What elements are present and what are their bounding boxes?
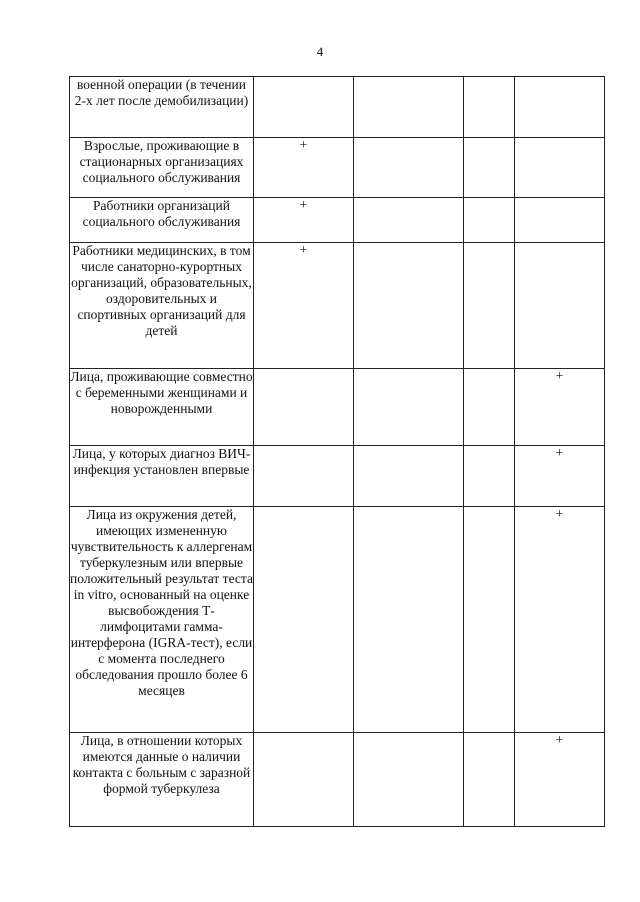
category-cell: Лица, в отношении которых имеются данные о наличии контакта с больным с заразной формой туберкулеза [70,733,254,827]
mark-cell [354,733,464,827]
mark-cell [354,446,464,507]
category-cell: Взрослые, проживающие в стационарных организациях социального обслуживания [70,138,254,198]
mark-cell [515,77,605,138]
mark-cell [354,198,464,243]
mark-cell: + [515,369,605,446]
mark-cell [254,369,354,446]
table-row [70,507,605,733]
mark-cell: + [254,243,354,369]
category-cell: Лица, проживающие совместно с беременными женщинами и новорожденными [70,369,254,446]
category-cell: Работники организаций социального обслуживания [70,198,254,243]
mark-cell [464,138,515,198]
table-row [70,369,605,446]
mark-cell [464,507,515,733]
table-row [70,138,605,198]
table-row [70,446,605,507]
mark-cell [464,733,515,827]
table-row [70,733,605,827]
mark-cell [354,138,464,198]
screening-table [69,76,605,827]
mark-cell [354,369,464,446]
mark-cell [254,77,354,138]
mark-cell [464,369,515,446]
mark-cell [254,507,354,733]
mark-cell: + [254,138,354,198]
mark-cell: + [515,507,605,733]
mark-cell [354,243,464,369]
category-cell: Лица, у которых диагноз ВИЧ-инфекция установлен впервые [70,446,254,507]
category-cell: Работники медицинских, в том числе санаторно-курортных организаций, образовательных, оздоровительных и спортивных организаций для детей [70,243,254,369]
table-row [70,77,605,138]
mark-cell [515,198,605,243]
mark-cell: + [515,733,605,827]
mark-cell [354,507,464,733]
page-number: 4 [316,44,324,59]
category-cell: военной операции (в течении 2-х лет после демобилизации) [70,77,254,138]
mark-cell [515,138,605,198]
mark-cell: + [515,446,605,507]
mark-cell: + [254,198,354,243]
mark-cell [464,198,515,243]
mark-cell [464,446,515,507]
mark-cell [254,446,354,507]
mark-cell [515,243,605,369]
table-row [70,243,605,369]
mark-cell [354,77,464,138]
table-row [70,198,605,243]
mark-cell [464,243,515,369]
mark-cell [464,77,515,138]
mark-cell [254,733,354,827]
category-cell: Лица из окружения детей, имеющих измененную чувствительность к аллергенам туберкулезным или впервые положительный результат теста in vitro, основанный на оценке высвобождения Т-лимфоцитами гамма-интерферона (IGRA-тест), если с момента последнего обследования прошло более 6 месяцев [70,507,254,733]
